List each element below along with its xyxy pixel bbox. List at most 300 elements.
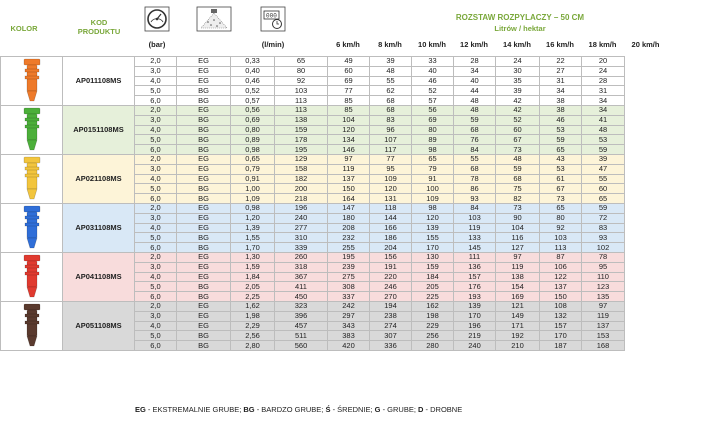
kod-header: KOD PRODUKTU bbox=[77, 18, 121, 36]
pressure-value: 6,0 bbox=[135, 243, 177, 253]
rate-16: 42 bbox=[496, 106, 540, 116]
rate-6: 367 bbox=[275, 272, 328, 282]
rate-16: 73 bbox=[496, 145, 540, 155]
rate-8: 420 bbox=[328, 341, 370, 351]
rate-8: 208 bbox=[328, 223, 370, 233]
rate-20: 72 bbox=[582, 213, 625, 223]
nozzle-color-cell bbox=[1, 253, 63, 302]
flow-value: 2,25 bbox=[231, 292, 275, 302]
rate-18: 80 bbox=[540, 213, 582, 223]
spray-pattern-icon bbox=[196, 6, 232, 32]
rate-20: 95 bbox=[582, 262, 625, 272]
rate-10: 246 bbox=[370, 282, 412, 292]
droplet-class: BG bbox=[177, 96, 231, 106]
rate-8: 255 bbox=[328, 243, 370, 253]
rate-20: 78 bbox=[582, 253, 625, 263]
rate-16: 67 bbox=[496, 135, 540, 145]
rate-6: 318 bbox=[275, 262, 328, 272]
rate-16: 52 bbox=[496, 115, 540, 125]
nozzle-color-cell bbox=[1, 204, 63, 253]
rate-12: 33 bbox=[412, 57, 454, 67]
pressure-value: 3,0 bbox=[135, 66, 177, 76]
rate-12: 159 bbox=[412, 262, 454, 272]
flow-value: 1,59 bbox=[231, 262, 275, 272]
droplet-class: BG bbox=[177, 115, 231, 125]
speed-header: 18 km/h bbox=[588, 40, 617, 49]
rate-12: 162 bbox=[412, 302, 454, 312]
rate-14: 78 bbox=[454, 174, 496, 184]
rate-20: 55 bbox=[582, 174, 625, 184]
rate-6: 339 bbox=[275, 243, 328, 253]
pressure-value: 2,0 bbox=[135, 302, 177, 312]
droplet-class: BG bbox=[177, 282, 231, 292]
rate-14: 48 bbox=[454, 106, 496, 116]
table-row bbox=[1, 106, 668, 116]
droplet-class: BG bbox=[177, 243, 231, 253]
rate-10: 220 bbox=[370, 272, 412, 282]
pressure-value: 5,0 bbox=[135, 233, 177, 243]
rate-12: 205 bbox=[412, 282, 454, 292]
table-row bbox=[1, 57, 668, 67]
rate-12: 91 bbox=[412, 174, 454, 184]
legend-bg: BG bbox=[243, 405, 255, 414]
rate-8: 337 bbox=[328, 292, 370, 302]
pressure-value: 3,0 bbox=[135, 164, 177, 174]
flow-value: 1,39 bbox=[231, 223, 275, 233]
rate-10: 95 bbox=[370, 164, 412, 174]
rate-20: 39 bbox=[582, 155, 625, 165]
pressure-value: 6,0 bbox=[135, 292, 177, 302]
rate-20: 97 bbox=[582, 302, 625, 312]
rate-20: 119 bbox=[582, 311, 625, 321]
rate-20: 123 bbox=[582, 282, 625, 292]
rate-18: 122 bbox=[540, 272, 582, 282]
rate-18: 38 bbox=[540, 106, 582, 116]
flow-value: 0,52 bbox=[231, 86, 275, 96]
rate-18: 106 bbox=[540, 262, 582, 272]
droplet-class: EG bbox=[177, 311, 231, 321]
rate-10: 270 bbox=[370, 292, 412, 302]
flow-value: 0,57 bbox=[231, 96, 275, 106]
rate-12: 100 bbox=[412, 184, 454, 194]
rate-20: 153 bbox=[582, 331, 625, 341]
pressure-value: 2,0 bbox=[135, 204, 177, 214]
flow-value: 0,89 bbox=[231, 135, 275, 145]
rate-10: 131 bbox=[370, 194, 412, 204]
rate-16: 68 bbox=[496, 174, 540, 184]
pressure-value: 5,0 bbox=[135, 86, 177, 96]
rate-6: 80 bbox=[275, 66, 328, 76]
rate-8: 297 bbox=[328, 311, 370, 321]
rate-6: 240 bbox=[275, 213, 328, 223]
legend-g: G bbox=[374, 405, 381, 414]
rate-18: 31 bbox=[540, 76, 582, 86]
rate-12: 139 bbox=[412, 223, 454, 233]
flow-value: 1,09 bbox=[231, 194, 275, 204]
rate-14: 176 bbox=[454, 282, 496, 292]
rozstaw-line1: ROZSTAW ROZPYLACZY – 50 CM bbox=[455, 13, 585, 22]
rate-18: 92 bbox=[540, 223, 582, 233]
rate-10: 118 bbox=[370, 204, 412, 214]
rate-8: 120 bbox=[328, 125, 370, 135]
rate-18: 67 bbox=[540, 184, 582, 194]
droplet-class: EG bbox=[177, 174, 231, 184]
rate-14: 111 bbox=[454, 253, 496, 263]
pressure-value: 6,0 bbox=[135, 194, 177, 204]
rate-18: 27 bbox=[540, 66, 582, 76]
flow-value: 0,98 bbox=[231, 204, 275, 214]
rate-6: 129 bbox=[275, 155, 328, 165]
flow-value: 0,56 bbox=[231, 106, 275, 116]
nozzle-color-cell bbox=[1, 106, 63, 155]
droplet-class: BG bbox=[177, 135, 231, 145]
rate-18: 59 bbox=[540, 135, 582, 145]
rate-10: 191 bbox=[370, 262, 412, 272]
rate-14: 170 bbox=[454, 311, 496, 321]
rate-12: 229 bbox=[412, 321, 454, 331]
speed-header: 8 km/h bbox=[378, 40, 402, 49]
rate-8: 164 bbox=[328, 194, 370, 204]
rate-20: 110 bbox=[582, 272, 625, 282]
rate-10: 55 bbox=[370, 76, 412, 86]
droplet-class: BG bbox=[177, 145, 231, 155]
pressure-value: 4,0 bbox=[135, 223, 177, 233]
table-row bbox=[1, 204, 668, 214]
rate-16: 97 bbox=[496, 253, 540, 263]
rate-20: 168 bbox=[582, 341, 625, 351]
droplet-class: EG bbox=[177, 302, 231, 312]
rate-14: 76 bbox=[454, 135, 496, 145]
rate-10: 194 bbox=[370, 302, 412, 312]
rate-6: 200 bbox=[275, 184, 328, 194]
rate-20: 28 bbox=[582, 76, 625, 86]
legend-d: D bbox=[418, 405, 424, 414]
rate-10: 156 bbox=[370, 253, 412, 263]
flow-value: 0,69 bbox=[231, 115, 275, 125]
rate-6: 92 bbox=[275, 76, 328, 86]
rate-8: 60 bbox=[328, 66, 370, 76]
pressure-value: 2,0 bbox=[135, 253, 177, 263]
rate-18: 103 bbox=[540, 233, 582, 243]
droplet-class: EG bbox=[177, 213, 231, 223]
rate-20: 135 bbox=[582, 292, 625, 302]
droplet-class: BG bbox=[177, 194, 231, 204]
rate-18: 150 bbox=[540, 292, 582, 302]
rate-14: 34 bbox=[454, 66, 496, 76]
rate-12: 56 bbox=[412, 106, 454, 116]
rate-12: 109 bbox=[412, 194, 454, 204]
rate-8: 180 bbox=[328, 213, 370, 223]
flow-value: 2,05 bbox=[231, 282, 275, 292]
rate-12: 52 bbox=[412, 86, 454, 96]
pressure-value: 3,0 bbox=[135, 262, 177, 272]
rate-12: 46 bbox=[412, 76, 454, 86]
rate-14: 40 bbox=[454, 76, 496, 86]
rate-20: 48 bbox=[582, 125, 625, 135]
droplet-class: BG bbox=[177, 233, 231, 243]
pressure-value: 3,0 bbox=[135, 311, 177, 321]
flow-value: 0,46 bbox=[231, 76, 275, 86]
rate-6: 260 bbox=[275, 253, 328, 263]
rate-20: 24 bbox=[582, 66, 625, 76]
rate-18: 53 bbox=[540, 164, 582, 174]
rate-12: 155 bbox=[412, 233, 454, 243]
rate-18: 53 bbox=[540, 125, 582, 135]
rate-10: 62 bbox=[370, 86, 412, 96]
droplet-class: EG bbox=[177, 204, 231, 214]
rate-12: 170 bbox=[412, 243, 454, 253]
rate-6: 178 bbox=[275, 135, 328, 145]
legend-eg: EG bbox=[135, 405, 146, 414]
rate-8: 239 bbox=[328, 262, 370, 272]
rate-14: 193 bbox=[454, 292, 496, 302]
rate-12: 120 bbox=[412, 213, 454, 223]
legend-s: Ś bbox=[325, 405, 331, 414]
table-row bbox=[1, 155, 668, 165]
rate-16: 60 bbox=[496, 125, 540, 135]
pressure-value: 4,0 bbox=[135, 125, 177, 135]
rate-14: 59 bbox=[454, 115, 496, 125]
rate-16: 121 bbox=[496, 302, 540, 312]
nozzle-icon bbox=[21, 253, 43, 301]
rate-12: 280 bbox=[412, 341, 454, 351]
droplet-class: EG bbox=[177, 57, 231, 67]
speed-header: 12 km/h bbox=[460, 40, 488, 49]
rate-20: 53 bbox=[582, 135, 625, 145]
rate-14: 136 bbox=[454, 262, 496, 272]
rate-8: 49 bbox=[328, 57, 370, 67]
legend-bg-text: - BARDZO GRUBE; bbox=[254, 405, 326, 414]
rate-8: 69 bbox=[328, 76, 370, 86]
nozzle-icon bbox=[21, 302, 43, 350]
rate-18: 87 bbox=[540, 253, 582, 263]
rate-16: 149 bbox=[496, 311, 540, 321]
rate-14: 196 bbox=[454, 321, 496, 331]
flow-meter-icon bbox=[259, 6, 287, 32]
pressure-value: 2,0 bbox=[135, 155, 177, 165]
rate-8: 308 bbox=[328, 282, 370, 292]
rate-6: 560 bbox=[275, 341, 328, 351]
rate-18: 61 bbox=[540, 174, 582, 184]
rate-16: 210 bbox=[496, 341, 540, 351]
droplet-class: BG bbox=[177, 86, 231, 96]
droplet-class: EG bbox=[177, 253, 231, 263]
rate-18: 73 bbox=[540, 194, 582, 204]
product-code: AP051108MS bbox=[63, 302, 135, 351]
rozstaw-line2: Litrów / hektar bbox=[494, 24, 546, 33]
legend-s-text: - ŚREDNIE; bbox=[330, 405, 375, 414]
flow-value: 0,91 bbox=[231, 174, 275, 184]
pressure-value: 5,0 bbox=[135, 135, 177, 145]
droplet-class: EG bbox=[177, 223, 231, 233]
rate-20: 59 bbox=[582, 145, 625, 155]
rate-8: 343 bbox=[328, 321, 370, 331]
rate-8: 77 bbox=[328, 86, 370, 96]
rate-16: 82 bbox=[496, 194, 540, 204]
rate-16: 48 bbox=[496, 155, 540, 165]
rate-14: 145 bbox=[454, 243, 496, 253]
rate-20: 34 bbox=[582, 106, 625, 116]
rate-6: 450 bbox=[275, 292, 328, 302]
product-code: AP021108MS bbox=[63, 155, 135, 204]
rate-10: 96 bbox=[370, 125, 412, 135]
pressure-value: 4,0 bbox=[135, 174, 177, 184]
rate-18: 46 bbox=[540, 115, 582, 125]
rate-16: 192 bbox=[496, 331, 540, 341]
droplet-class: EG bbox=[177, 164, 231, 174]
speed-header: 14 km/h bbox=[503, 40, 531, 49]
droplet-class: BG bbox=[177, 292, 231, 302]
rate-16: 42 bbox=[496, 96, 540, 106]
rate-8: 150 bbox=[328, 184, 370, 194]
nozzle-data-table bbox=[0, 56, 668, 351]
nozzle-icon bbox=[21, 106, 43, 154]
rate-10: 336 bbox=[370, 341, 412, 351]
rate-14: 84 bbox=[454, 204, 496, 214]
pressure-value: 5,0 bbox=[135, 331, 177, 341]
flow-value: 0,98 bbox=[231, 145, 275, 155]
rate-12: 79 bbox=[412, 164, 454, 174]
rate-12: 80 bbox=[412, 125, 454, 135]
rate-12: 198 bbox=[412, 311, 454, 321]
rate-20: 83 bbox=[582, 223, 625, 233]
pressure-value: 2,0 bbox=[135, 106, 177, 116]
rate-16: 138 bbox=[496, 272, 540, 282]
svg-text:000: 000 bbox=[266, 12, 277, 20]
rate-6: 310 bbox=[275, 233, 328, 243]
rate-8: 134 bbox=[328, 135, 370, 145]
rate-10: 117 bbox=[370, 145, 412, 155]
flow-value: 0,79 bbox=[231, 164, 275, 174]
rate-14: 133 bbox=[454, 233, 496, 243]
flow-value: 1,30 bbox=[231, 253, 275, 263]
rate-12: 98 bbox=[412, 204, 454, 214]
rate-10: 107 bbox=[370, 135, 412, 145]
product-code: AP031108MS bbox=[63, 204, 135, 253]
droplet-class: EG bbox=[177, 272, 231, 282]
flow-value: 1,84 bbox=[231, 272, 275, 282]
rate-12: 184 bbox=[412, 272, 454, 282]
rate-6: 323 bbox=[275, 302, 328, 312]
kolor-header: KOLOR bbox=[10, 24, 38, 33]
rate-12: 98 bbox=[412, 145, 454, 155]
rate-6: 511 bbox=[275, 331, 328, 341]
droplet-class: BG bbox=[177, 331, 231, 341]
rate-6: 113 bbox=[275, 106, 328, 116]
rate-8: 104 bbox=[328, 115, 370, 125]
rate-10: 68 bbox=[370, 96, 412, 106]
rate-16: 169 bbox=[496, 292, 540, 302]
rate-18: 38 bbox=[540, 96, 582, 106]
rate-18: 65 bbox=[540, 204, 582, 214]
pressure-gauge-icon bbox=[143, 6, 171, 32]
rate-8: 85 bbox=[328, 106, 370, 116]
rate-12: 256 bbox=[412, 331, 454, 341]
table-row bbox=[1, 302, 668, 312]
rate-12: 130 bbox=[412, 253, 454, 263]
rate-10: 68 bbox=[370, 106, 412, 116]
nozzle-icon bbox=[21, 204, 43, 252]
rate-12: 57 bbox=[412, 96, 454, 106]
rate-10: 109 bbox=[370, 174, 412, 184]
pressure-value: 4,0 bbox=[135, 272, 177, 282]
rate-10: 166 bbox=[370, 223, 412, 233]
rate-14: 55 bbox=[454, 155, 496, 165]
product-code: AP011108MS bbox=[63, 57, 135, 106]
rate-8: 97 bbox=[328, 155, 370, 165]
table-header bbox=[0, 0, 712, 55]
rate-16: 171 bbox=[496, 321, 540, 331]
rate-6: 218 bbox=[275, 194, 328, 204]
rate-20: 59 bbox=[582, 204, 625, 214]
rate-6: 113 bbox=[275, 96, 328, 106]
pressure-value: 2,0 bbox=[135, 57, 177, 67]
rate-20: 47 bbox=[582, 164, 625, 174]
rate-14: 68 bbox=[454, 164, 496, 174]
rate-18: 108 bbox=[540, 302, 582, 312]
rate-18: 187 bbox=[540, 341, 582, 351]
pressure-unit: (bar) bbox=[148, 40, 166, 49]
rate-14: 119 bbox=[454, 223, 496, 233]
rate-12: 225 bbox=[412, 292, 454, 302]
rate-14: 86 bbox=[454, 184, 496, 194]
rozstaw-title bbox=[395, 12, 645, 34]
rate-10: 274 bbox=[370, 321, 412, 331]
rate-12: 40 bbox=[412, 66, 454, 76]
rate-16: 59 bbox=[496, 164, 540, 174]
rate-12: 69 bbox=[412, 115, 454, 125]
product-code: AP041108MS bbox=[63, 253, 135, 302]
rate-6: 138 bbox=[275, 115, 328, 125]
rate-16: 116 bbox=[496, 233, 540, 243]
rate-18: 170 bbox=[540, 331, 582, 341]
rate-6: 277 bbox=[275, 223, 328, 233]
rate-6: 159 bbox=[275, 125, 328, 135]
droplet-class: EG bbox=[177, 76, 231, 86]
rate-14: 68 bbox=[454, 125, 496, 135]
rate-10: 186 bbox=[370, 233, 412, 243]
rate-16: 73 bbox=[496, 204, 540, 214]
speed-header: 16 km/h bbox=[546, 40, 574, 49]
droplet-class: BG bbox=[177, 184, 231, 194]
rate-20: 137 bbox=[582, 321, 625, 331]
rate-18: 43 bbox=[540, 155, 582, 165]
rate-10: 48 bbox=[370, 66, 412, 76]
speed-header: 20 km/h bbox=[631, 40, 660, 49]
droplet-class: EG bbox=[177, 155, 231, 165]
rate-8: 383 bbox=[328, 331, 370, 341]
nozzle-color-cell bbox=[1, 155, 63, 204]
rate-16: 24 bbox=[496, 57, 540, 67]
rate-14: 157 bbox=[454, 272, 496, 282]
flow-value: 1,20 bbox=[231, 213, 275, 223]
pressure-value: 5,0 bbox=[135, 282, 177, 292]
rate-14: 139 bbox=[454, 302, 496, 312]
pressure-value: 3,0 bbox=[135, 213, 177, 223]
rate-6: 103 bbox=[275, 86, 328, 96]
rate-20: 31 bbox=[582, 86, 625, 96]
rate-18: 113 bbox=[540, 243, 582, 253]
rate-20: 102 bbox=[582, 243, 625, 253]
rate-16: 127 bbox=[496, 243, 540, 253]
speed-header: 6 km/h bbox=[336, 40, 360, 49]
pressure-value: 6,0 bbox=[135, 145, 177, 155]
rate-10: 307 bbox=[370, 331, 412, 341]
product-code: AP0151108MS bbox=[63, 106, 135, 155]
rate-8: 242 bbox=[328, 302, 370, 312]
rate-18: 137 bbox=[540, 282, 582, 292]
rate-10: 120 bbox=[370, 184, 412, 194]
